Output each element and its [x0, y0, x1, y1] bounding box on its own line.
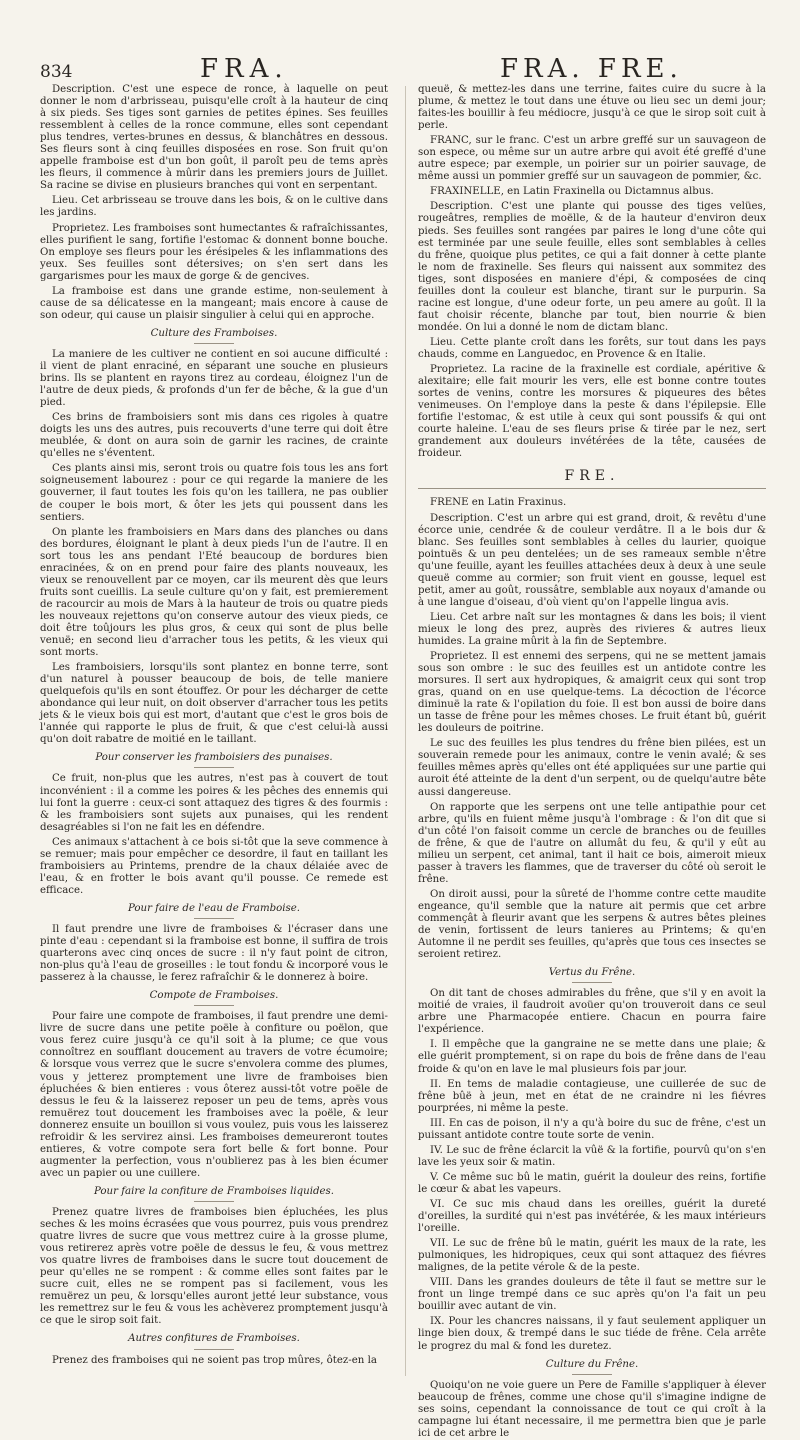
right-column	[418, 84, 766, 1439]
paragraph: Ces plants ainsi mis, seront trois ou quatre fois tous les ans fort soigneusement labourez : pour ce qui regarde la maniere de les gouverner, il faut toutes les fois qu'on les taillera, ne pas oublier de couper le bois mort, & ôter les jets qui poussent dans les sentiers.	[40, 463, 388, 523]
section-heading: Culture des Framboises.	[40, 328, 388, 344]
section-heading: Vertus du Frêne.	[418, 967, 766, 983]
section-heading: Pour faire de l'eau de Framboise.	[40, 903, 388, 919]
page-header	[0, 50, 800, 82]
paragraph: Proprietez. Les framboises sont humectantes & rafraîchissantes, elles purifient le sang, fortifie l'estomac & donnent bonne bouche. On employe ses fleurs pour les érésipeles & les inflammations des yeux. Ses feuilles sont détersives; on s'en sert dans les gargarismes pour les maux de gorge & de gencives.	[40, 222, 388, 282]
paragraph: Il faut prendre une livre de framboises & l'écraser dans une pinte d'eau : cependant si la framboise est bonne, il suffira de trois quarterons avec cinq onces de sucre : il n'y faut point de citron, non-plus qu'à l'eau de groseilles : le tout fondu & incorporé vous le passerez à la chausse, le ferez rafraîchir & le donnerez à boire.	[40, 924, 388, 984]
section-heading: Culture du Frêne.	[418, 1359, 766, 1375]
paragraph: Ces brins de framboisiers sont mis dans ces rigoles à quatre doigts les uns des autres, puis recouverts d'une terre qui doit être meublée, & dont on aura soin de garnir les racines, de crainte qu'elles ne s'éventent.	[40, 412, 388, 460]
section-heading: Compote de Framboises.	[40, 990, 388, 1006]
paragraph: La framboise est dans une grande estime, non-seulement à cause de sa délicatesse en la mangeant; mais encore à cause de son odeur, qui cause un plaisir singulier à celui qui en approche.	[40, 285, 388, 321]
paragraph: Le suc des feuilles les plus tendres du frêne bien pilées, est un souverain remede pour les animaux, contre le venin avalé; & ses feuilles mêmes après qu'elles ont été appliquées sur une partie qui auroit été atteinte de la dent d'un serpent, ou de quelqu'autre bête aussi dangereuse.	[418, 738, 766, 798]
numbered-item: II. En tems de maladie contagieuse, une cuillerée de suc de frêne bûë à jeun, met en état de ne craindre ni les fiévres pourprées, ni même la peste.	[418, 1078, 766, 1114]
section-title: FRE.	[418, 470, 766, 489]
dictionary-entry: FRANC, sur le franc. C'est un arbre greffé sur un sauvageon de son espece, ou même sur un autre arbre qui avoit été greffé d'une autre espece; par exemple, un poirier sur un poirier sauvage, de même aussi un pommier greffé sur un sauvageon de pommier, &c.	[418, 135, 766, 183]
paragraph: Proprietez. Il est ennemi des serpens, qui ne se mettent jamais sous son ombre : le suc des feuilles est un antidote contre les morsures. Il sert aux hydropiques, & amaigrit ceux qui sont trop gras, quand on en use quelque-tems. La décoction de l'écorce diminuë la rate & l'opilation du foie. Il est bon aussi de boire dans un tasse de frêne pour les mêmes choses. Le fruit étant bû, guérit les douleurs de poitrine.	[418, 651, 766, 735]
paragraph: Pour faire une compote de framboises, il faut prendre une demi-livre de sucre dans une petite poële à confiture ou poëlon, que vous ferez cuire jusqu'à ce qu'il soit à la plume; ce que vous connoîtrez en soufflant doucement au travers de votre écumoire; & lorsque vous verrez que le sucre s'envolera comme des plumes, vous y jetterez promptement une livre de framboises bien épluchées & bien entieres : vous ôterez aussi-tôt votre poële de dessus le feu & la laisserez reposer un peu de tems, après vous remuërez tout doucement les framboises avec la poële, & leur donnerez ensuite un bouillon si vous voulez, puis vous les laisserez refroidir & les servirez ainsi. Les framboises demeureront toutes entieres, & votre compote sera fort belle & fort bonne. Pour augmenter la perfection, vous n'oublierez pas à les bien écumer avec un papier ou une cuillere.	[40, 1011, 388, 1179]
numbered-item: IV. Le suc de frêne éclarcit la vûë & la fortifie, pourvû qu'on s'en lave les yeux soir & matin.	[418, 1144, 766, 1168]
paragraph: Lieu. Cet arbrisseau se trouve dans les bois, & on le cultive dans les jardins.	[40, 195, 388, 219]
paragraph: On diroit aussi, pour la sûreté de l'homme contre cette maudite engeance, qu'il semble que la nature ait permis que cet arbre commençât à fleurir avant que les serpens & autres bêtes pleines de venin, fortissent de leurs tanieres au Printems; & qu'en Automne il ne perdit ses feuilles, qu'après que tous ces insectes se seroient retirez.	[418, 888, 766, 961]
section-heading: Pour faire la confiture de Framboises liquides.	[40, 1186, 388, 1202]
section-heading: Pour conserver les framboisiers des punaises.	[40, 752, 388, 768]
left-column	[40, 84, 388, 1394]
paragraph: Prenez quatre livres de framboises bien épluchées, les plus seches & les moins écrasées que vous pourrez, puis vous prendrez quatre livres de sucre que vous mettrez cuire à la grosse plume, vous retirerez après votre poële de dessus le feu, & vous mettrez vos quatre livres de framboises dans le sucre tout doucement de peur qu'elles ne se rompent : & comme elles sont faites par le sucre cuit, elles ne se rompent pas si facilement, vous les remuërez un peu, & lorsqu'elles auront jetté leur substance, vous les remettrez sur le feu & vous les achèverez promptement jusqu'à ce que le sirop soit fait.	[40, 1206, 388, 1327]
dictionary-entry: FRAXINELLE, en Latin Fraxinella ou Dictamnus albus.	[430, 186, 714, 198]
numbered-item: VII. Le suc de frêne bû le matin, guérit les maux de la rate, les pulmoniques, les hidropiques, ceux qui sont attaquez des fiévres malignes, de la petite vérole & de la peste.	[418, 1238, 766, 1274]
numbered-item: IX. Pour les chancres naissans, il y faut seulement appliquer un linge bien doux, & trempé dans le suc tiéde de frêne. Cela arrête le progrez du mal & fond les duretez.	[418, 1316, 766, 1352]
paragraph: Quoiqu'on ne voie guere un Pere de Famille s'appliquer à élever beaucoup de frênes, comme une chose qu'il s'imagine indigne de ses soins, cependant la connoissance de tout ce qui croît à la campagne lui étant necessaire, il me permettra bien que je parle ici de cet arbre le	[418, 1379, 766, 1439]
paragraph: Lieu. Cet arbre naît sur les montagnes & dans les bois; il vient mieux le long des prez, auprès des rivieres & autres lieux humides. La graine mûrit à la fin de Septembre.	[418, 611, 766, 647]
paragraph: La maniere de les cultiver ne contient en soi aucune difficulté : il vient de plant enraciné, en séparant une souche en plusieurs brins. Ils se plantent en rayons tirez au cordeau, éloignez l'un de l'autre de deux pieds, & profonds d'un fer de bêche, & la gue d'un pied.	[40, 348, 388, 409]
paragraph: Description. C'est un arbre qui est grand, droit, & revêtu d'une écorce unie, cendrée & de couleur verdâtre. Il a le bois dur & blanc. Ses feuilles sont semblables à celles du laurier, quoique pointuës & un peu dentelées; un de ses rameaux semble n'être qu'une feuille, ayant les feuilles attachées deux à deux à une seule queuë comme au cormier; son fruit vient en gousse, lequel est petit, amer au goût, roussâtre, semblable aux noyaux d'amande ou à une langue d'oiseau, d'où vient qu'on l'appelle lingua avis.	[418, 512, 766, 608]
numbered-item: I. Il empêche que la gangraine ne se mette dans une plaie; & elle guérit promptement, si on rape du bois de frêne dans de l'eau froide & qu'on en lave le mal plusieurs fois par jour.	[418, 1039, 766, 1075]
column-divider	[405, 86, 406, 1376]
numbered-item: VIII. Dans les grandes douleurs de tête il faut se mettre sur le front un linge trempé dans ce suc après qu'on l'a fait un peu bouillir avec autant de vin.	[418, 1277, 766, 1313]
paragraph: Ce fruit, non-plus que les autres, n'est pas à couvert de tout inconvénient : il a comme les poires & les pêches des ennemis qui lui font la guerre : ceux-ci sont attaquez des tigres & des fourmis : & les framboisiers sont sujets aux punaises, qui les rendent desagréables si l'on ne fait les en défendre.	[40, 773, 388, 833]
paragraph: On dit tant de choses admirables du frêne, que s'il y en avoit la moitié de vraies, il faudroit avoüer qu'on trouveroit dans ce seul arbre une Pharmacopée entiere. Chacun en pourra faire l'expérience.	[418, 988, 766, 1036]
paragraph: On plante les framboisiers en Mars dans des planches ou dans des bordures, éloignant le plant à deux pieds l'un de l'autre. Il en sort tous les ans pendant l'Eté beaucoup de bordures bien enracinées, & on en prend pour faire des plants nouveaux, les vieux se renouvellent par ce moyen, car ils meurent dès que leurs fruits sont cueillis. La seule culture qu'on y fait, est premierement de racourcir au mois de Mars à la hauteur de trois ou quatre pieds les nouveaux rejettons qu'on conserve autour des vieux pieds, ce doit être toûjours les plus gros, & ceux qui sont de plus belle venuë; en second lieu d'arracher tous les petits, & les vieux qui sont morts.	[40, 526, 388, 659]
paragraph: Description. C'est une espece de ronce, à laquelle on peut donner le nom d'arbrisseau, puisqu'elle croît à la hauteur de cinq à six pieds. Ses tiges sont garnies de petites épines. Ses feuilles ressemblent à celles de la ronce commune, elles sont cependant plus tendres, vertes-brunes en dessus, & blanchâtres en dessous. Ses fleurs sont à cinq feuilles disposées en rose. Son fruit qu'on appelle framboise est d'un bon goût, il paroît peu de tems après les fleurs, il commence à mûrir dans les premiers jours de Juillet. Sa racine se divise en plusieurs branches qui vont en serpentant.	[40, 84, 388, 192]
paragraph: Les framboisiers, lorsqu'ils sont plantez en bonne terre, sont d'un naturel à pousser beaucoup de bois, de telle maniere quelquefois qu'ils en sont étouffez. Or pour les décharger de cette abondance qui leur nuit, on doit observer d'arracher tous les petits jets & le vieux bois qui est mort, d'autant que c'est le gros bois de l'année qui rapporte le plus de fruit, & que c'est celui-là aussi qu'on doit rabatre de moitié en le taillant.	[40, 662, 388, 746]
paragraph: Ces animaux s'attachent à ce bois si-tôt que la seve commence à se remuer; mais pour empêcher ce desordre, il faut en taillant les framboisiers au Printems, prendre de la chaux délaiée avec de l'eau, & en frotter le bois avant qu'il pousse. Ce remede est efficace.	[40, 836, 388, 896]
paragraph: Description. C'est une plante qui pousse des tiges velües, rougeâtres, remplies de moëlle, & de la hauteur d'environ deux pieds. Ses feuilles sont rangées par paires le long d'une côte qui est terminée par une seule feuille, elles sont semblables à celles du frêne, quoique plus petites, ce qui a fait donner à cette plante le nom de fraxinelle. Ses fleurs qui naissent aux sommitez des tiges, sont disposées en maniere d'épi, & composées de cinq feuilles dont la couleur est blanche, tirant sur le purpurin. Sa racine est longue, d'une odeur forte, un peu amere au goût. Il la faut choisir récente, blanche par tout, bien nourrie & bien mondée. On lui a donné le nom de dictam blanc.	[418, 201, 766, 333]
numbered-item: V. Ce même suc bû le matin, guérit la douleur des reins, fortifie le cœur & abat les vapeurs.	[418, 1171, 766, 1195]
running-head-left: FRA.	[200, 54, 289, 84]
section-heading: Autres confitures de Framboises.	[40, 1333, 388, 1349]
paragraph: Prenez des framboises qui ne soient pas trop mûres, ôtez-en la	[52, 1354, 377, 1366]
numbered-item: III. En cas de poison, il n'y a qu'à boire du suc de frêne, c'est un puissant antidote contre toute sorte de venin.	[418, 1117, 766, 1141]
paragraph: Proprietez. La racine de la fraxinelle est cordiale, apéritive & alexitaire; elle fait mourir les vers, elle est bonne contre toutes sortes de venins, contre les morsures & piqueures des bêtes venimeuses. On l'employe dans la peste & dans l'épilepsie. Elle fortifie l'estomac, & est utile à ceux qui sont poussifs & qui ont courte haleine. L'eau de ses fleurs prise & tirée par le nez, sert grandement aux douleurs invétérées de la tête, causées de froideur.	[418, 364, 766, 460]
paragraph: Lieu. Cette plante croît dans les forêts, sur tout dans les pays chauds, comme en Languedoc, en Provence & en Italie.	[418, 336, 766, 360]
paragraph: On rapporte que les serpens ont une telle antipathie pour cet arbre, qu'ils en fuient même jusqu'à l'ombrage : & l'on dit que si d'un côté l'on faisoit comme un cercle de branches ou de feuilles de frêne, & que de l'autre on allumât du feu, & qu'il y eût au milieu un serpent, cet animal, tant il hait ce bois, aimeroit mieux passer à travers les flammes, que de traverser du côté où seroit le frêne.	[418, 801, 766, 885]
numbered-item: VI. Ce suc mis chaud dans les oreilles, guérit la dureté d'oreilles, la surdité qui n'est pas invétérée, & les maux intérieurs l'oreille.	[418, 1198, 766, 1235]
page-number: 834	[40, 62, 73, 82]
paragraph: queuë, & mettez-les dans une terrine, faites cuire du sucre à la plume, & mettez le tout dans une étuve ou lieu sec un demi jour; faites-les bouillir à feu médiocre, jusqu'à ce que le sirop soit cuit à perle.	[418, 84, 766, 132]
dictionary-entry: FRENE en Latin Fraxinus.	[430, 497, 567, 509]
running-head-right: FRA. FRE.	[500, 54, 683, 84]
